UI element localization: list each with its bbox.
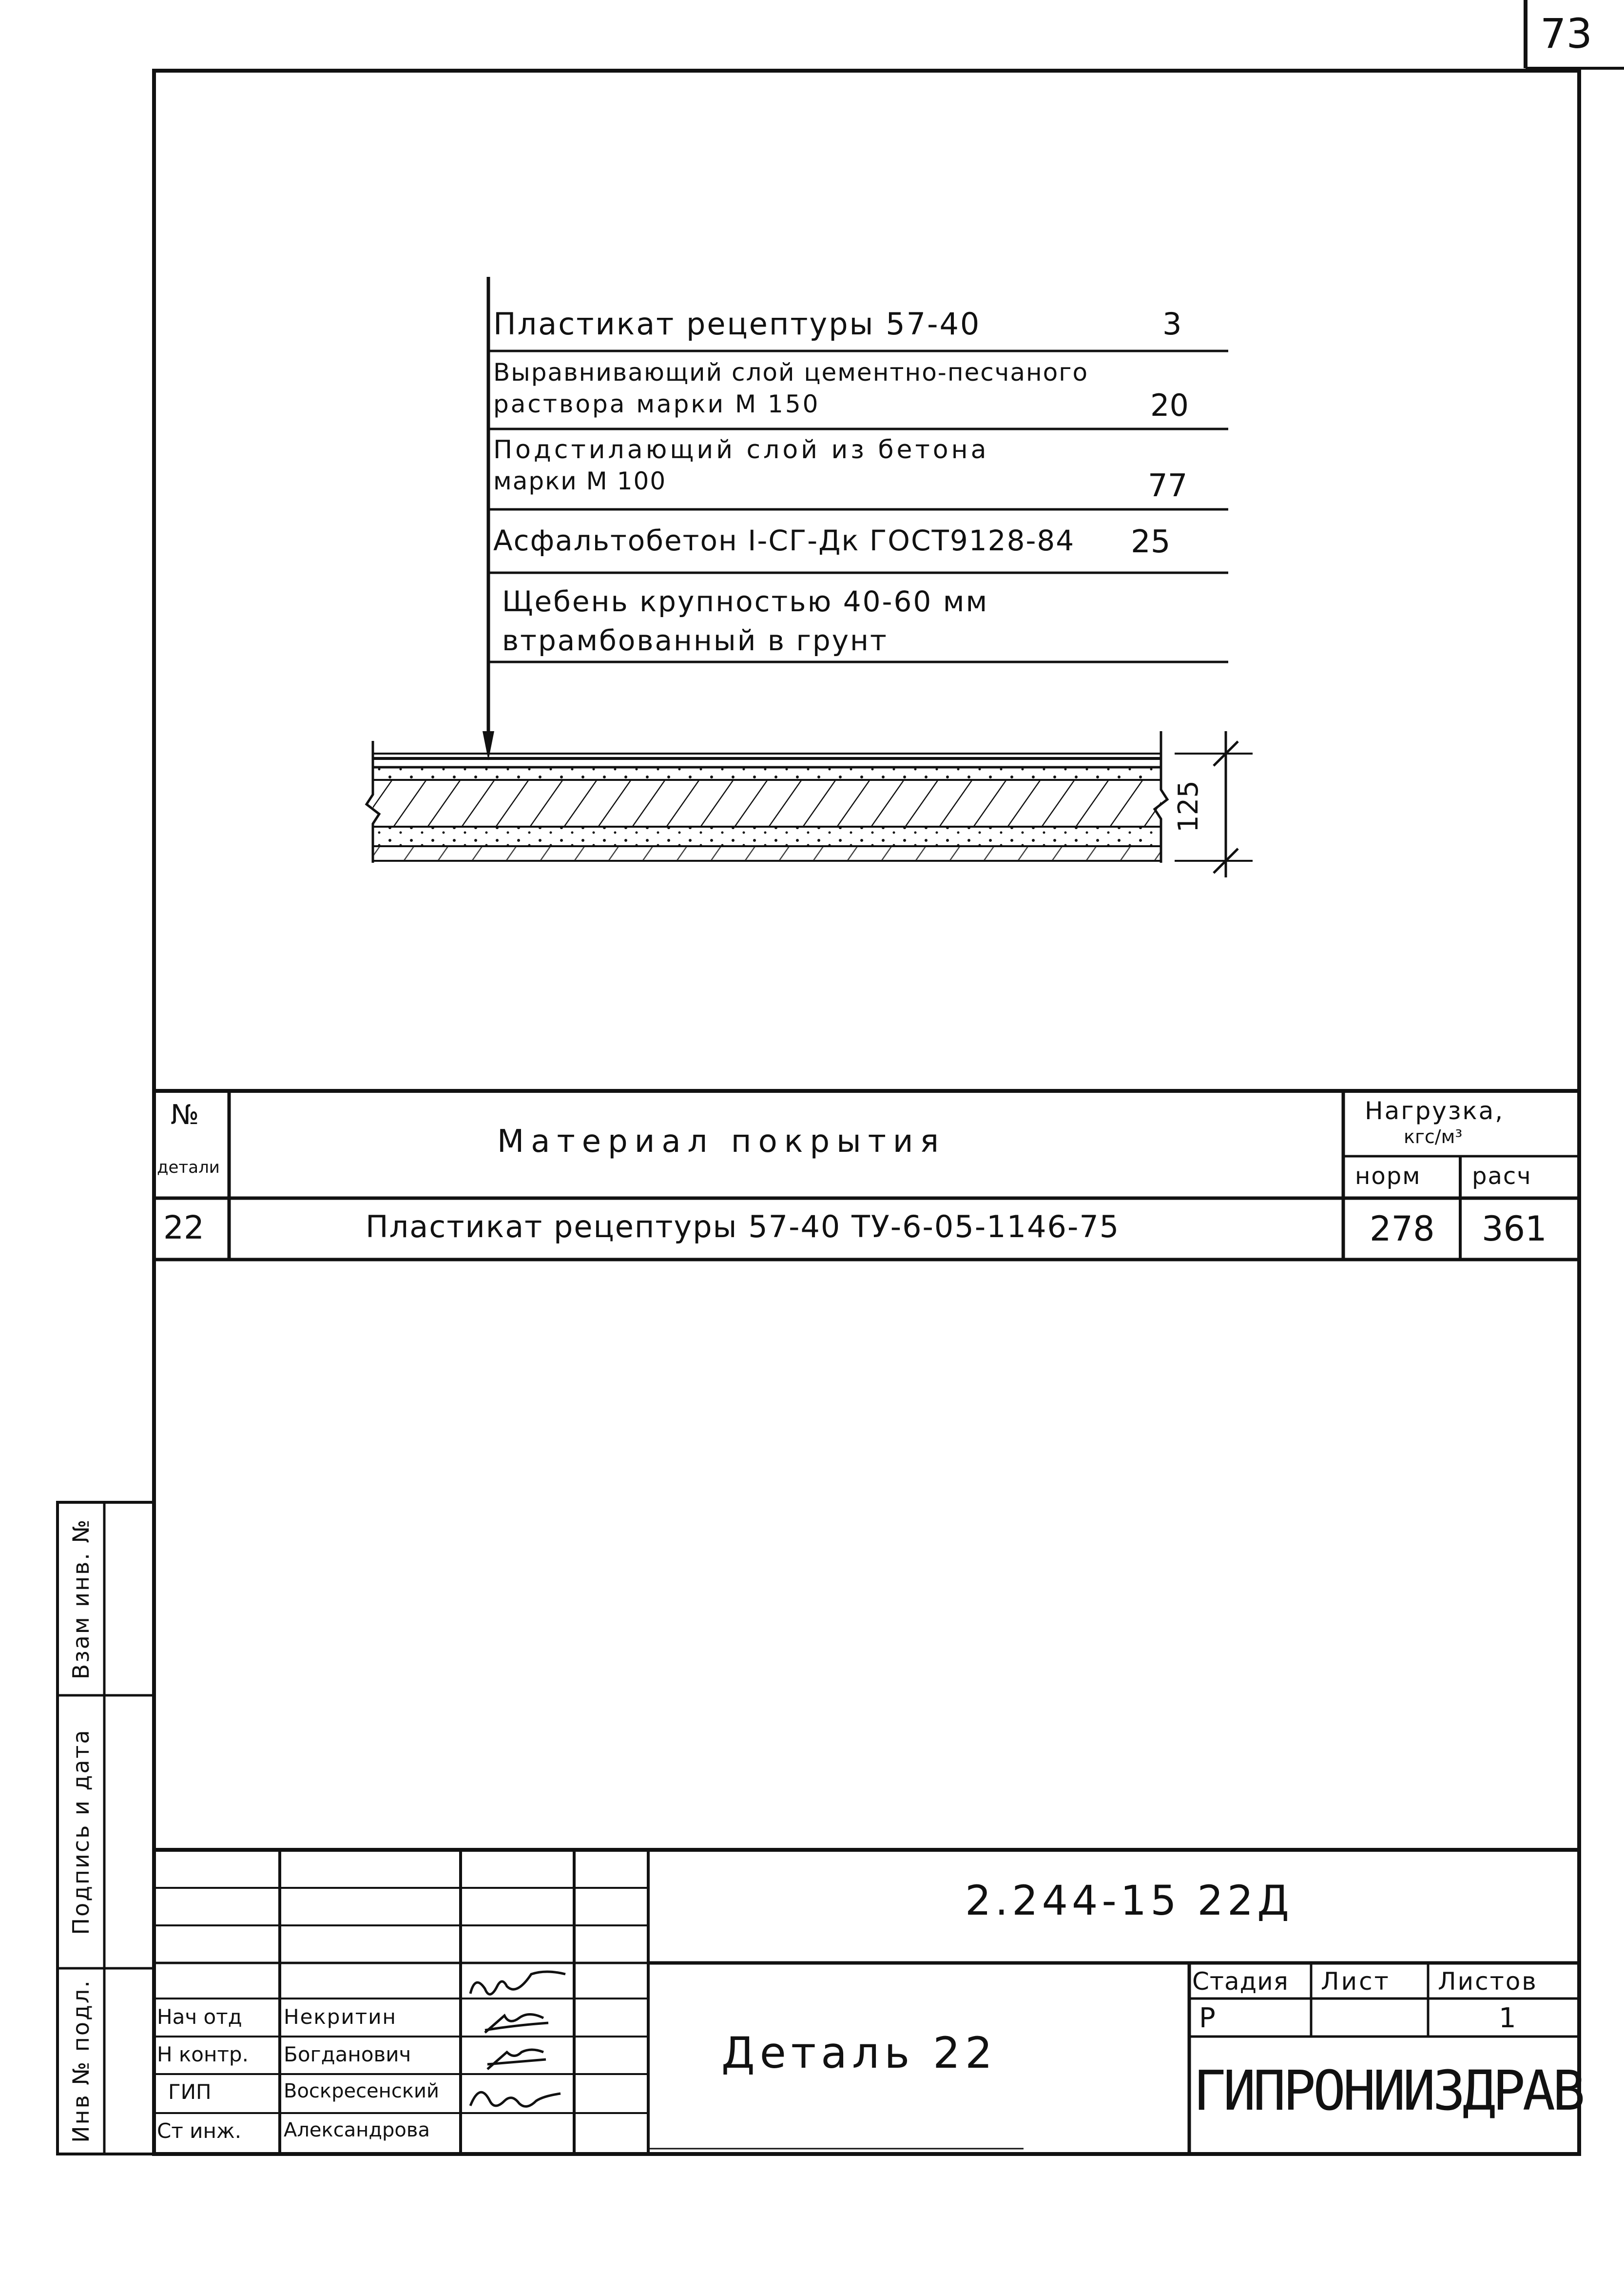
signature-2 bbox=[485, 2015, 548, 2033]
drawing-title: Деталь 22 bbox=[721, 2028, 998, 2078]
layer-1-thickness: 3 bbox=[1162, 306, 1182, 342]
table-header-load: Нагрузка, bbox=[1365, 1097, 1505, 1125]
sheets-value: 1 bbox=[1499, 2002, 1516, 2034]
layer-leader bbox=[483, 277, 1228, 760]
table-row-norm: 278 bbox=[1370, 1209, 1435, 1249]
layer-3-label-line2: марки М 100 bbox=[493, 467, 667, 495]
signer-role-2: Н контр. bbox=[157, 2042, 249, 2066]
signer-name-2: Богданович bbox=[284, 2042, 411, 2066]
side-stamp-replaced-inv: Взам инв. № bbox=[68, 1518, 94, 1680]
sheet-label: Лист bbox=[1321, 1967, 1391, 1996]
layer-4-thickness: 25 bbox=[1131, 524, 1171, 560]
sheet-number: 73 bbox=[1540, 10, 1592, 58]
signer-name-3: Воскресенский bbox=[284, 2080, 439, 2102]
signatures bbox=[470, 1972, 565, 2106]
side-stamp-inv-no: Инв № подл. bbox=[68, 1979, 94, 2143]
table-header-number: № bbox=[171, 1099, 199, 1131]
signer-role-4: Ст инж. bbox=[157, 2119, 242, 2143]
floor-section bbox=[367, 731, 1253, 877]
layer-3-thickness: 77 bbox=[1148, 468, 1188, 504]
signature-4 bbox=[470, 2092, 561, 2106]
table-header-norm: норм bbox=[1355, 1163, 1421, 1190]
table-header-number-sub: детали bbox=[157, 1158, 220, 1177]
table-row-material: Пластикат рецептуры 57-40 ТУ-6-05-1146-75 bbox=[366, 1209, 1120, 1244]
section-dimension: 125 bbox=[1172, 780, 1204, 833]
table-header-calc: расч bbox=[1472, 1163, 1532, 1190]
table-row-number: 22 bbox=[163, 1209, 204, 1246]
stage-value: Р bbox=[1199, 2002, 1216, 2034]
layer-3-label-line1: Подстилающий слой из бетона bbox=[493, 435, 989, 465]
stage-label: Стадия bbox=[1192, 1967, 1289, 1996]
side-stamp-signature-date: Подпись и дата bbox=[68, 1728, 94, 1935]
signature-3 bbox=[487, 2050, 546, 2069]
table-header-material: Материал покрытия bbox=[497, 1124, 946, 1160]
document-code: 2.244-15 22Д bbox=[965, 1877, 1293, 1924]
layer-5-label-line1: Щебень крупностью 40-60 мм bbox=[502, 585, 989, 618]
signer-name-4: Александрова bbox=[284, 2119, 430, 2141]
organization: ГИПРОНИИЗДРАВ bbox=[1193, 2059, 1583, 2123]
signer-role-3: ГИП bbox=[168, 2080, 212, 2104]
layer-2-label-line1: Выравнивающий слой цементно-песчаного bbox=[493, 358, 1089, 387]
signature-1 bbox=[470, 1972, 565, 1994]
signer-name-1: Некритин bbox=[284, 2005, 397, 2029]
signer-role-1: Нач отд bbox=[157, 2005, 242, 2029]
layer-2-thickness: 20 bbox=[1150, 388, 1189, 423]
layer-1-label: Пластикат рецептуры 57-40 bbox=[493, 306, 981, 342]
layer-4-label: Асфальтобетон I-СГ-Дк ГОСТ9128-84 bbox=[493, 524, 1075, 557]
table-header-load-units: кгс/м³ bbox=[1404, 1126, 1463, 1147]
layer-2-label-line2: раствора марки М 150 bbox=[493, 390, 820, 418]
table-row-calc: 361 bbox=[1482, 1209, 1547, 1249]
sheets-label: Листов bbox=[1438, 1967, 1538, 1996]
layer-5-label-line2: втрамбованный в грунт bbox=[502, 624, 888, 657]
